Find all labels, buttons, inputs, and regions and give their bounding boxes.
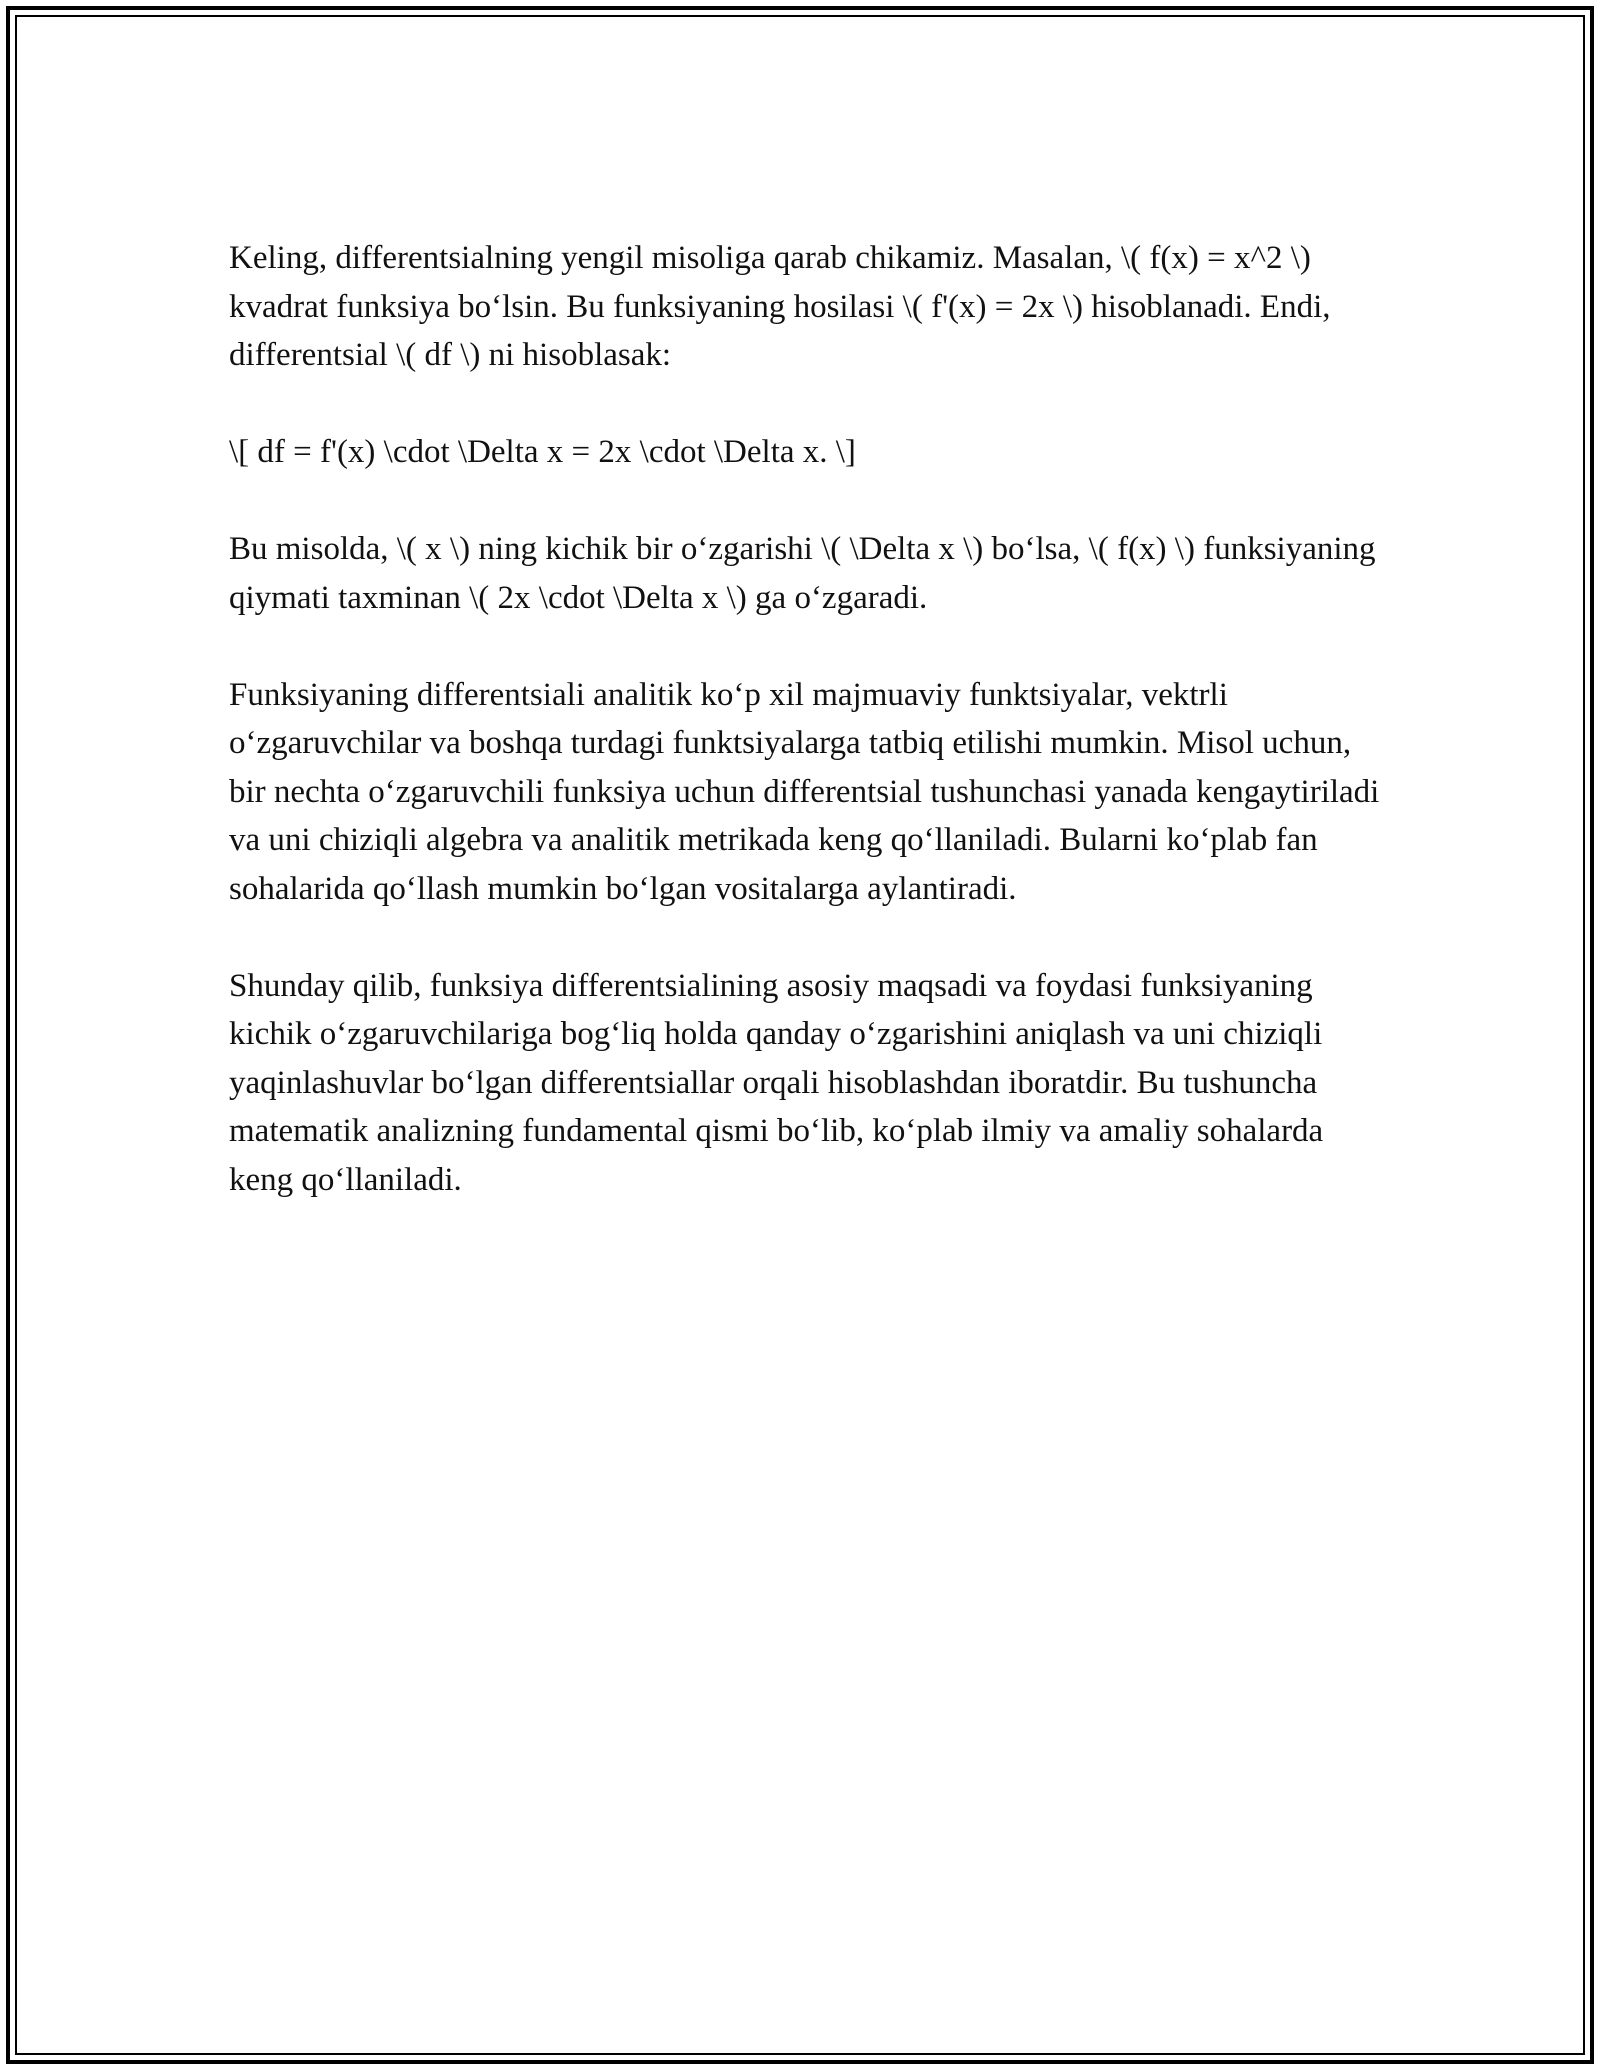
paragraph-example-explanation: Bu misolda, \( x \) ning kichik bir o‘zgarishi \( \Delta x \) bo‘lsa, \( f(x) \) funksiyaning qiymati taxminan \( 2x \cdot \Delta x \) ga o‘zgaradi.: [229, 531, 1376, 616]
document-body: [229, 234, 1389, 1253]
paragraph-formula: \[ df = f'(x) \cdot \Delta x = 2x \cdot \Delta x. \]: [229, 434, 856, 470]
paragraph-example-intro: Keling, differentsialning yengil misoliga qarab chikamiz. Masalan, \( f(x) = x^2 \) kvadrat funksiya bo‘lsin. Bu funksiyaning hosilasi \( f'(x) = 2x \) hisoblanadi. Endi, differentsial \( df \) ni hisoblasak:: [229, 240, 1331, 373]
paragraph-conclusion: Shunday qilib, funksiya differentsialining asosiy maqsadi va foydasi funksiyaning kichik o‘zgaruvchilariga bog‘liq holda qanday o‘zgarishini aniqlash va uni chiziqli yaqinlashuvlar bo‘lgan differentsiallar orqali hisoblashdan iboratdir. Bu tushuncha matematik analizning fundamental qismi bo‘lib, ko‘plab ilmiy va amaliy sohalarda keng qo‘llaniladi.: [229, 967, 1324, 1198]
paragraph-applications: Funksiyaning differentsiali analitik ko‘p xil majmuaviy funktsiyalar, vektrli o‘zgaruvchilar va boshqa turdagi funktsiyalarga tatbiq etilishi mumkin. Misol uchun, bir nechta o‘zgaruvchili funksiya uchun differentsial tushunchasi yanada kengaytiriladi va uni chiziqli algebra va analitik metrikada keng qo‘llaniladi. Bularni ko‘plab fan sohalarida qo‘llash mumkin bo‘lgan vositalarga aylantiradi.: [229, 676, 1380, 907]
